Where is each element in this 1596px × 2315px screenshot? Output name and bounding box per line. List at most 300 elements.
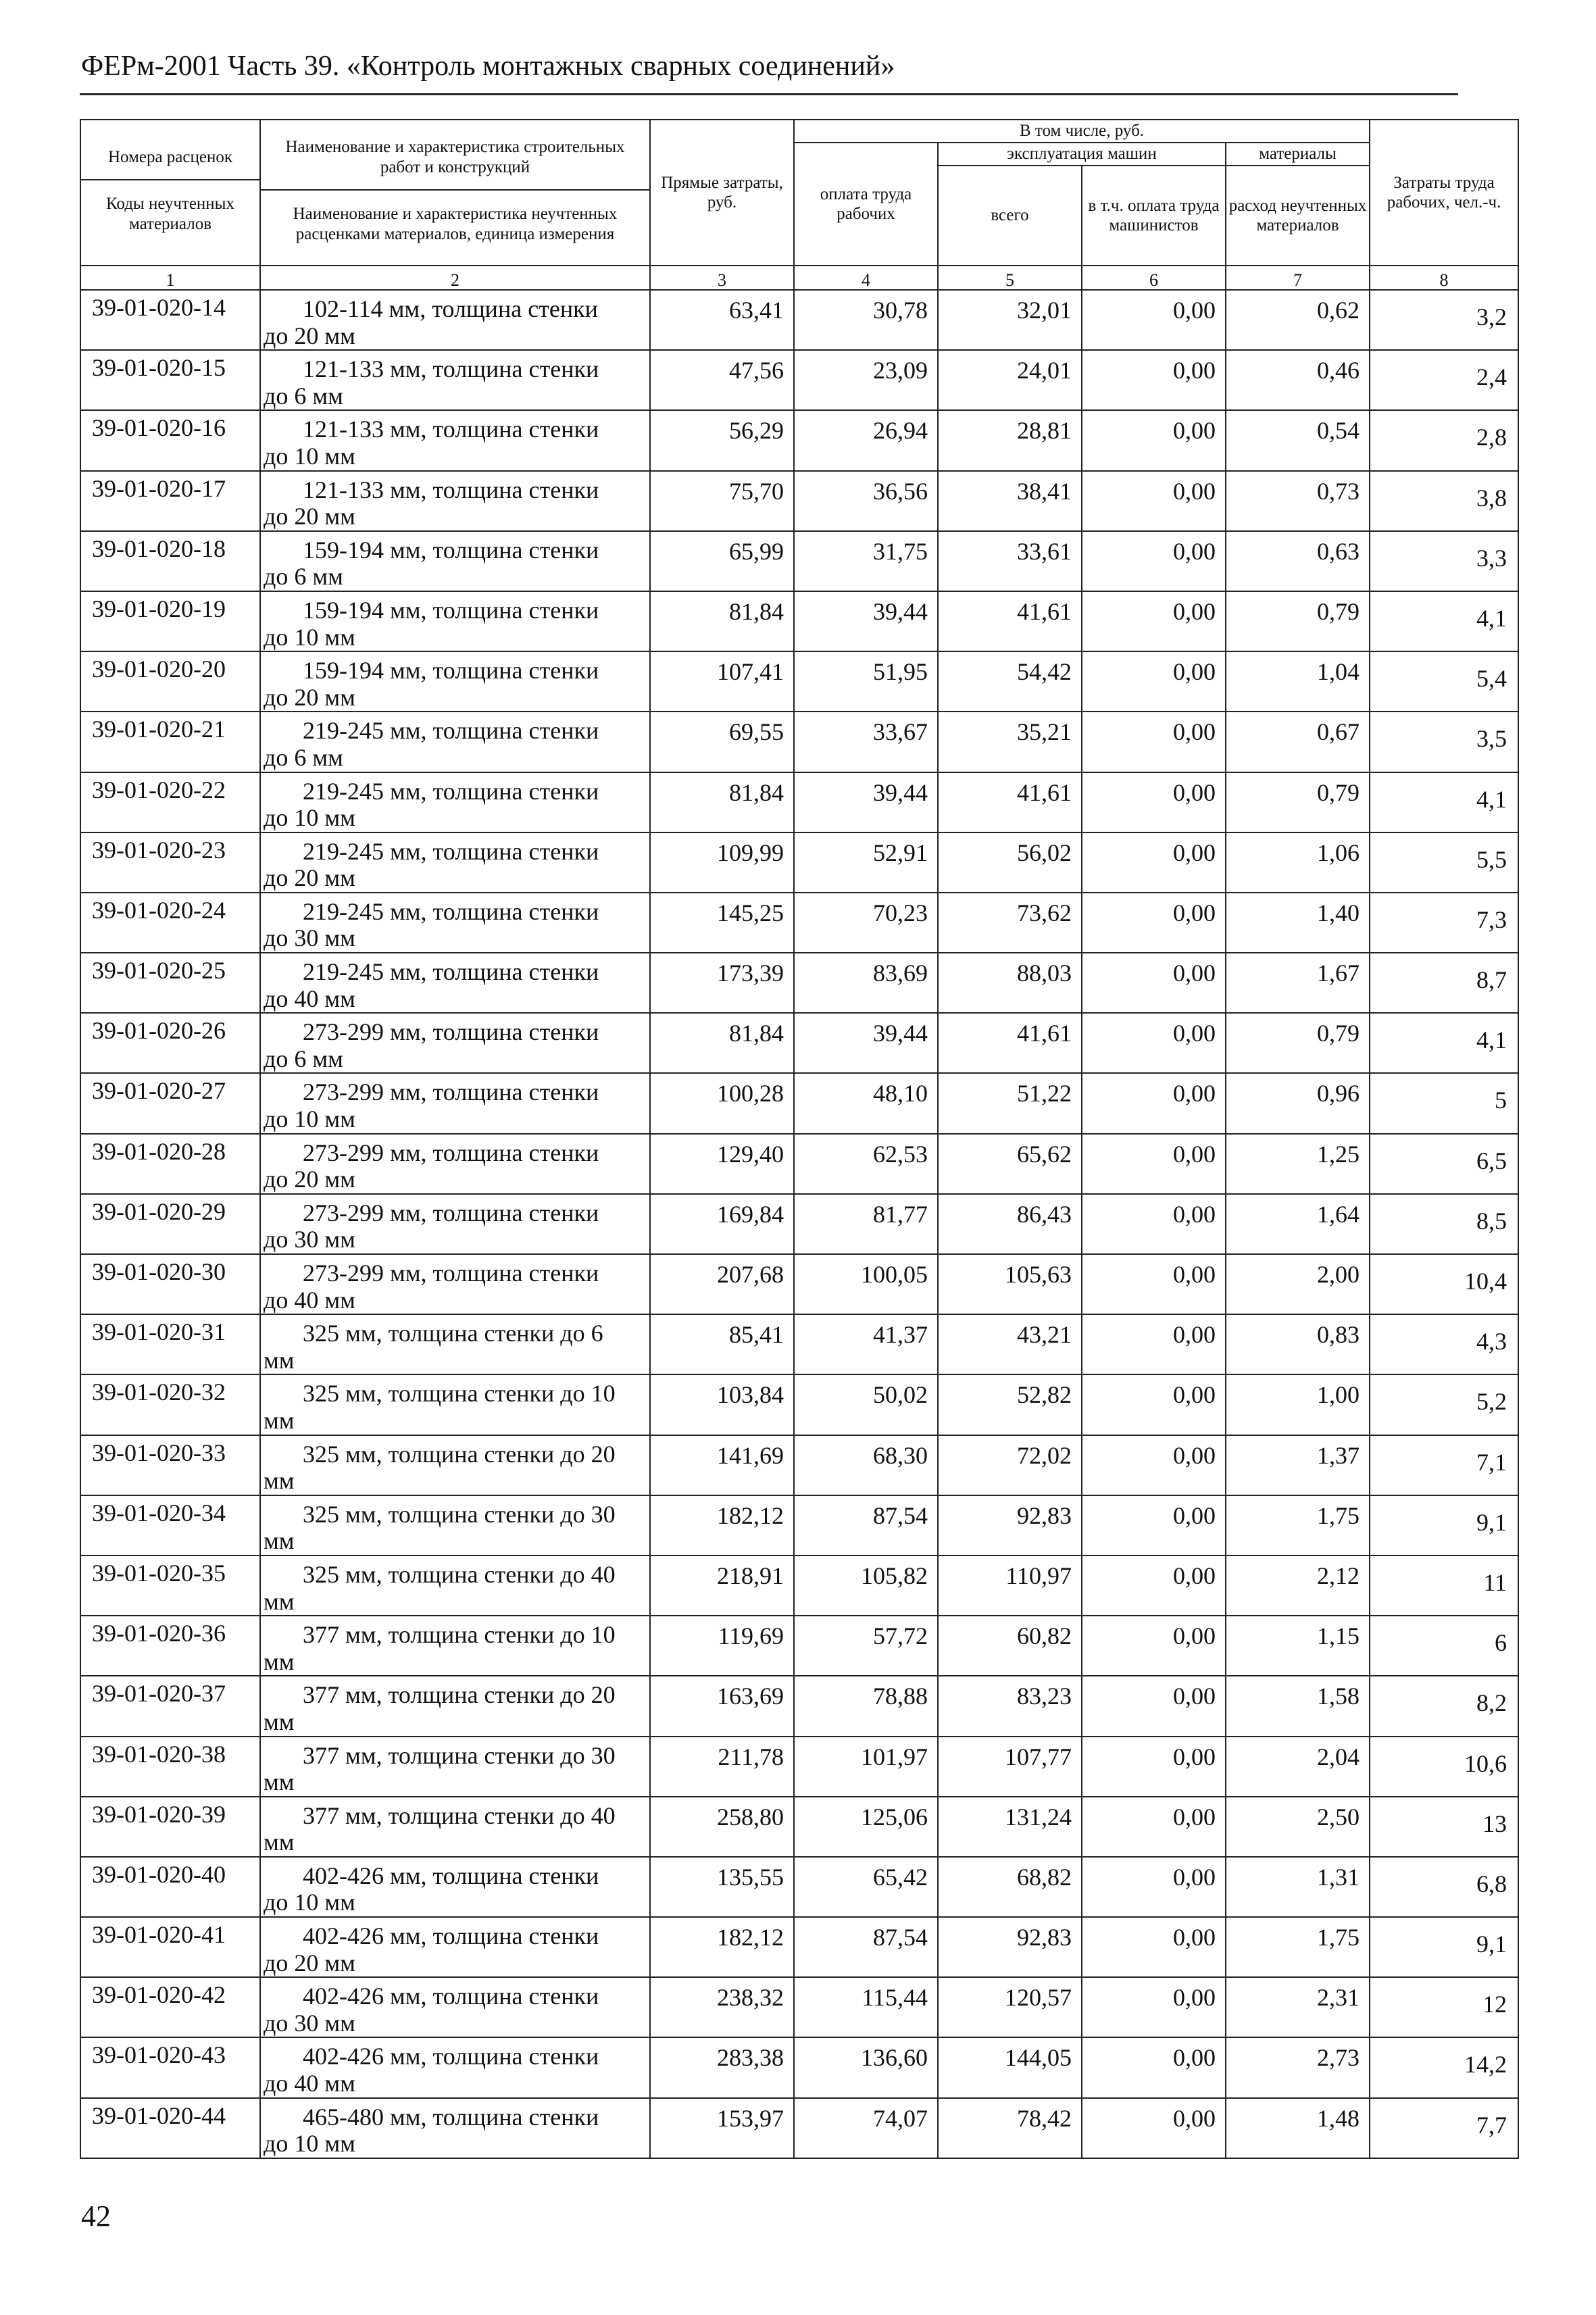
description-line: до 10 мм [264,623,355,651]
direct-costs-cell: 47,56 [650,350,794,410]
machines-total-cell: 43,21 [938,1314,1082,1374]
labor-hours-cell: 3,8 [1370,471,1518,531]
rate-code-cell: 39-01-020-37 [80,1676,260,1736]
header-material-consumption: расход неучтенных материалов [1226,166,1370,266]
column-number: 7 [1226,266,1370,290]
description-cell [260,2037,650,2097]
description-line: 219-245 мм, толщина стенки [303,897,599,925]
header-worker-wages: оплата труда рабочих [794,143,938,266]
machines-total-cell: 144,05 [938,2037,1082,2097]
machines-total-cell: 41,61 [938,1013,1082,1073]
description-cell [260,1254,650,1314]
direct-costs-cell: 283,38 [650,2037,794,2097]
description-line: 121-133 мм, толщина стенки [303,416,599,443]
rate-code-cell: 39-01-020-27 [80,1073,260,1133]
column-number: 5 [938,266,1082,290]
description-line: 325 мм, толщина стенки до 20 [303,1440,616,1468]
description-cell [260,1374,650,1435]
description-line: до 40 мм [264,2070,355,2097]
worker-wages-cell: 62,53 [794,1134,938,1194]
worker-wages-cell: 87,54 [794,1495,938,1555]
labor-hours-cell: 9,1 [1370,1495,1518,1555]
direct-costs-cell: 218,91 [650,1555,794,1616]
operator-wages-cell: 0,00 [1082,1495,1226,1555]
labor-hours-cell: 4,1 [1370,772,1518,832]
description-cell [260,410,650,470]
materials-cell: 0,73 [1226,471,1370,531]
description-line: 159-194 мм, толщина стенки [303,596,599,624]
machines-total-cell: 28,81 [938,410,1082,470]
labor-hours-cell: 2,4 [1370,350,1518,410]
operator-wages-cell: 0,00 [1082,410,1226,470]
materials-cell: 0,79 [1226,772,1370,832]
description-line: 273-299 мм, толщина стенки [303,1078,599,1106]
labor-hours-cell: 3,5 [1370,712,1518,772]
table-row [80,1977,1518,2037]
materials-cell: 1,06 [1226,832,1370,893]
column-number: 8 [1370,266,1518,290]
materials-cell: 1,00 [1226,1374,1370,1435]
rate-code-cell: 39-01-020-28 [80,1134,260,1194]
worker-wages-cell: 81,77 [794,1194,938,1254]
machines-total-cell: 92,83 [938,1917,1082,1977]
column-number: 6 [1082,266,1226,290]
description-line: 377 мм, толщина стенки до 40 [303,1801,616,1829]
worker-wages-cell: 70,23 [794,893,938,953]
table-row [80,1134,1518,1194]
worker-wages-cell: 26,94 [794,410,938,470]
rate-code-cell: 39-01-020-17 [80,471,260,531]
labor-hours-cell: 10,6 [1370,1737,1518,1797]
machines-total-cell: 41,61 [938,772,1082,832]
description-line: до 6 мм [264,382,343,409]
materials-cell: 2,00 [1226,1254,1370,1314]
direct-costs-cell: 141,69 [650,1435,794,1495]
description-line: до 20 мм [264,864,355,892]
machines-total-cell: 54,42 [938,651,1082,712]
rate-code-cell: 39-01-020-39 [80,1797,260,1857]
direct-costs-cell: 107,41 [650,651,794,712]
operator-wages-cell: 0,00 [1082,1254,1226,1314]
rate-code-cell: 39-01-020-26 [80,1013,260,1073]
materials-cell: 1,40 [1226,893,1370,953]
title-divider [80,93,1458,95]
labor-hours-cell: 4,3 [1370,1314,1518,1374]
description-line: до 10 мм [264,2130,355,2158]
description-cell [260,893,650,953]
description-line: 121-133 мм, толщина стенки [303,355,599,383]
operator-wages-cell: 0,00 [1082,1555,1226,1616]
materials-cell: 1,75 [1226,1917,1370,1977]
description-cell [260,531,650,591]
worker-wages-cell: 41,37 [794,1314,938,1374]
description-cell [260,350,650,410]
machines-total-cell: 32,01 [938,290,1082,350]
materials-cell: 1,04 [1226,651,1370,712]
worker-wages-cell: 65,42 [794,1857,938,1917]
materials-cell: 2,50 [1226,1797,1370,1857]
materials-cell: 1,64 [1226,1194,1370,1254]
worker-wages-cell: 125,06 [794,1797,938,1857]
direct-costs-cell: 173,39 [650,953,794,1013]
machines-total-cell: 35,21 [938,712,1082,772]
table-row [80,832,1518,893]
direct-costs-cell: 182,12 [650,1917,794,1977]
rate-code-cell: 39-01-020-19 [80,591,260,651]
materials-cell: 0,96 [1226,1073,1370,1133]
labor-hours-cell: 12 [1370,1977,1518,2037]
machines-total-cell: 105,63 [938,1254,1082,1314]
table-row [80,712,1518,772]
materials-cell: 2,12 [1226,1555,1370,1616]
table-row [80,591,1518,651]
labor-hours-cell: 6 [1370,1616,1518,1676]
labor-hours-cell: 5,2 [1370,1374,1518,1435]
description-line: мм [264,1768,295,1796]
description-cell [260,1676,650,1736]
materials-cell: 0,79 [1226,591,1370,651]
description-line: 402-426 мм, толщина стенки [303,2043,599,2070]
materials-cell: 2,31 [1226,1977,1370,2037]
worker-wages-cell: 87,54 [794,1917,938,1977]
machines-total-cell: 107,77 [938,1737,1082,1797]
direct-costs-cell: 135,55 [650,1857,794,1917]
materials-cell: 0,79 [1226,1013,1370,1073]
column-numbers-row [80,266,1518,290]
rate-code-cell: 39-01-020-30 [80,1254,260,1314]
table-row [80,2098,1518,2158]
labor-hours-cell: 2,8 [1370,410,1518,470]
column-number: 4 [794,266,938,290]
description-line: до 6 мм [264,563,343,591]
direct-costs-cell: 65,99 [650,531,794,591]
description-line: до 10 мм [264,1889,355,1916]
description-line: 273-299 мм, толщина стенки [303,1260,599,1287]
materials-cell: 1,67 [1226,953,1370,1013]
description-line: до 40 мм [264,1286,355,1314]
table-row [80,1737,1518,1797]
labor-hours-cell: 14,2 [1370,2037,1518,2097]
direct-costs-cell: 100,28 [650,1073,794,1133]
materials-cell: 1,25 [1226,1134,1370,1194]
description-cell [260,712,650,772]
description-cell [260,1134,650,1194]
page-number: 42 [81,2199,111,2233]
labor-hours-cell: 8,7 [1370,953,1518,1013]
header-works-description: Наименование и характеристика строительных работ и конструкций [285,138,625,176]
description-line: до 20 мм [264,1166,355,1193]
operator-wages-cell: 0,00 [1082,2098,1226,2158]
materials-cell: 1,37 [1226,1435,1370,1495]
operator-wages-cell: 0,00 [1082,1616,1226,1676]
description-line: 377 мм, толщина стенки до 30 [303,1741,616,1769]
header-labor-hours: Затраты труда рабочих, чел.-ч. [1370,120,1518,266]
description-line: 325 мм, толщина стенки до 30 [303,1500,616,1528]
operator-wages-cell: 0,00 [1082,1857,1226,1917]
operator-wages-cell: 0,00 [1082,953,1226,1013]
rate-code-cell: 39-01-020-14 [80,290,260,350]
worker-wages-cell: 136,60 [794,2037,938,2097]
table-row [80,1676,1518,1736]
machines-total-cell: 38,41 [938,471,1082,531]
direct-costs-cell: 169,84 [650,1194,794,1254]
labor-hours-cell: 10,4 [1370,1254,1518,1314]
direct-costs-cell: 109,99 [650,832,794,893]
operator-wages-cell: 0,00 [1082,651,1226,712]
header-rate-codes [80,120,260,266]
description-line: до 6 мм [264,743,343,771]
operator-wages-cell: 0,00 [1082,1194,1226,1254]
header-material-codes: Коды неучтенных материалов [81,179,259,241]
labor-hours-cell: 5,5 [1370,832,1518,893]
machines-total-cell: 60,82 [938,1616,1082,1676]
operator-wages-cell: 0,00 [1082,1073,1226,1133]
table-row [80,1374,1518,1435]
description-cell [260,2098,650,2158]
description-line: 377 мм, толщина стенки до 20 [303,1681,616,1709]
description-line: до 30 мм [264,1226,355,1253]
labor-hours-cell: 5 [1370,1073,1518,1133]
direct-costs-cell: 81,84 [650,1013,794,1073]
description-line: мм [264,1406,295,1434]
description-line: мм [264,1708,295,1735]
description-line: до 6 мм [264,1045,343,1072]
labor-hours-cell: 3,3 [1370,531,1518,591]
table-row [80,1857,1518,1917]
description-line: до 20 мм [264,322,355,349]
description-cell [260,1737,650,1797]
direct-costs-cell: 129,40 [650,1134,794,1194]
column-number: 1 [80,266,260,290]
machines-total-cell: 92,83 [938,1495,1082,1555]
description-cell [260,290,650,350]
table-row [80,350,1518,410]
labor-hours-cell: 6,8 [1370,1857,1518,1917]
rate-code-cell: 39-01-020-36 [80,1616,260,1676]
direct-costs-cell: 207,68 [650,1254,794,1314]
rate-code-cell: 39-01-020-35 [80,1555,260,1616]
rate-code-cell: 39-01-020-21 [80,712,260,772]
direct-costs-cell: 238,32 [650,1977,794,2037]
column-number: 2 [260,266,650,290]
table-row [80,290,1518,350]
description-line: 121-133 мм, толщина стенки [303,476,599,503]
machines-total-cell: 110,97 [938,1555,1082,1616]
description-line: мм [264,1828,295,1856]
operator-wages-cell: 0,00 [1082,1374,1226,1435]
operator-wages-cell: 0,00 [1082,531,1226,591]
operator-wages-cell: 0,00 [1082,1013,1226,1073]
rate-code-cell: 39-01-020-29 [80,1194,260,1254]
machines-total-cell: 72,02 [938,1435,1082,1495]
operator-wages-cell: 0,00 [1082,1314,1226,1374]
worker-wages-cell: 74,07 [794,2098,938,2158]
description-line: до 30 мм [264,924,355,952]
description-line: до 40 мм [264,985,355,1012]
rate-code-cell: 39-01-020-23 [80,832,260,893]
description-line: мм [264,1467,295,1495]
operator-wages-cell: 0,00 [1082,1917,1226,1977]
materials-cell: 0,83 [1226,1314,1370,1374]
worker-wages-cell: 51,95 [794,651,938,712]
description-line: до 30 мм [264,2009,355,2037]
direct-costs-cell: 69,55 [650,712,794,772]
description-line: 219-245 мм, толщина стенки [303,717,599,745]
machines-total-cell: 41,61 [938,591,1082,651]
labor-hours-cell: 4,1 [1370,1013,1518,1073]
materials-cell: 0,63 [1226,531,1370,591]
rate-code-cell: 39-01-020-34 [80,1495,260,1555]
table-row [80,471,1518,531]
worker-wages-cell: 39,44 [794,1013,938,1073]
description-cell [260,1073,650,1133]
worker-wages-cell: 105,82 [794,1555,938,1616]
table-row [80,651,1518,712]
rate-code-cell: 39-01-020-40 [80,1857,260,1917]
worker-wages-cell: 23,09 [794,350,938,410]
worker-wages-cell: 30,78 [794,290,938,350]
labor-hours-cell: 3,2 [1370,290,1518,350]
worker-wages-cell: 31,75 [794,531,938,591]
rate-code-cell: 39-01-020-22 [80,772,260,832]
header-materials-description: Наименование и характеристика неучтенных расценками материалов, единица измерения [261,189,649,251]
machines-total-cell: 83,23 [938,1676,1082,1736]
operator-wages-cell: 0,00 [1082,350,1226,410]
header-machines-total: всего [938,166,1082,266]
labor-hours-cell: 6,5 [1370,1134,1518,1194]
description-cell [260,1616,650,1676]
worker-wages-cell: 68,30 [794,1435,938,1495]
operator-wages-cell: 0,00 [1082,2037,1226,2097]
worker-wages-cell: 100,05 [794,1254,938,1314]
direct-costs-cell: 145,25 [650,893,794,953]
materials-cell: 0,67 [1226,712,1370,772]
direct-costs-cell: 258,80 [650,1797,794,1857]
description-cell [260,1917,650,1977]
operator-wages-cell: 0,00 [1082,1737,1226,1797]
worker-wages-cell: 36,56 [794,471,938,531]
operator-wages-cell: 0,00 [1082,471,1226,531]
header-machine-operation: эксплуатация машин [938,143,1226,166]
description-cell [260,1797,650,1857]
direct-costs-cell: 211,78 [650,1737,794,1797]
machines-total-cell: 120,57 [938,1977,1082,2037]
description-cell [260,1314,650,1374]
description-line: до 20 мм [264,683,355,711]
description-line: мм [264,1527,295,1555]
labor-hours-cell: 7,1 [1370,1435,1518,1495]
operator-wages-cell: 0,00 [1082,1435,1226,1495]
description-line: 159-194 мм, толщина стенки [303,536,599,564]
operator-wages-cell: 0,00 [1082,772,1226,832]
labor-hours-cell: 8,5 [1370,1194,1518,1254]
direct-costs-cell: 163,69 [650,1676,794,1736]
description-cell [260,1194,650,1254]
table-row [80,1495,1518,1555]
worker-wages-cell: 39,44 [794,772,938,832]
operator-wages-cell: 0,00 [1082,1134,1226,1194]
table-header [80,120,1518,290]
description-cell [260,1435,650,1495]
description-line: 102-114 мм, толщина стенки [303,295,598,322]
table-row [80,1435,1518,1495]
materials-cell: 1,15 [1226,1616,1370,1676]
description-line: 273-299 мм, толщина стенки [303,1139,599,1166]
machines-total-cell: 33,61 [938,531,1082,591]
description-line: 219-245 мм, толщина стенки [303,958,599,986]
rate-code-cell: 39-01-020-25 [80,953,260,1013]
labor-hours-cell: 4,1 [1370,591,1518,651]
machines-total-cell: 24,01 [938,350,1082,410]
worker-wages-cell: 33,67 [794,712,938,772]
description-line: мм [264,1587,295,1615]
description-line: 325 мм, толщина стенки до 40 [303,1560,616,1588]
direct-costs-cell: 182,12 [650,1495,794,1555]
labor-hours-cell: 9,1 [1370,1917,1518,1977]
rate-code-cell: 39-01-020-43 [80,2037,260,2097]
worker-wages-cell: 39,44 [794,591,938,651]
description-cell [260,471,650,531]
materials-cell: 0,46 [1226,350,1370,410]
description-cell [260,1013,650,1073]
labor-hours-cell: 5,4 [1370,651,1518,712]
table-row [80,1314,1518,1374]
worker-wages-cell: 52,91 [794,832,938,893]
page-title: ФЕРм-2001 Часть 39. «Контроль монтажных сварных соединений» [81,51,895,82]
description-cell [260,591,650,651]
operator-wages-cell: 0,00 [1082,1977,1226,2037]
machines-total-cell: 68,82 [938,1857,1082,1917]
description-line: 273-299 мм, толщина стенки [303,1018,599,1046]
description-cell [260,1857,650,1917]
table-row [80,531,1518,591]
description-cell [260,651,650,712]
machines-total-cell: 51,22 [938,1073,1082,1133]
machines-total-cell: 56,02 [938,832,1082,893]
table-row [80,1616,1518,1676]
materials-cell: 1,31 [1226,1857,1370,1917]
description-cell [260,1495,650,1555]
materials-cell: 1,58 [1226,1676,1370,1736]
description-line: 402-426 мм, толщина стенки [303,1862,599,1889]
table-row [80,772,1518,832]
direct-costs-cell: 85,41 [650,1314,794,1374]
rate-code-cell: 39-01-020-44 [80,2098,260,2158]
description-line: 402-426 мм, толщина стенки [303,1922,599,1950]
description-line: до 10 мм [264,442,355,470]
direct-costs-cell: 63,41 [650,290,794,350]
rate-code-cell: 39-01-020-41 [80,1917,260,1977]
header-direct-costs: Прямые затраты, руб. [650,120,794,266]
operator-wages-cell: 0,00 [1082,832,1226,893]
description-cell [260,832,650,893]
materials-cell: 0,62 [1226,290,1370,350]
labor-hours-cell: 11 [1370,1555,1518,1616]
table-row [80,1555,1518,1616]
table-row [80,1073,1518,1133]
description-line: до 20 мм [264,503,355,530]
description-line: до 10 мм [264,804,355,832]
direct-costs-cell: 119,69 [650,1616,794,1676]
worker-wages-cell: 48,10 [794,1073,938,1133]
rate-code-cell: 39-01-020-16 [80,410,260,470]
materials-cell: 2,04 [1226,1737,1370,1797]
worker-wages-cell: 83,69 [794,953,938,1013]
description-line: 465-480 мм, толщина стенки [303,2103,599,2131]
description-line: мм [264,1647,295,1675]
machines-total-cell: 73,62 [938,893,1082,953]
rate-code-cell: 39-01-020-38 [80,1737,260,1797]
